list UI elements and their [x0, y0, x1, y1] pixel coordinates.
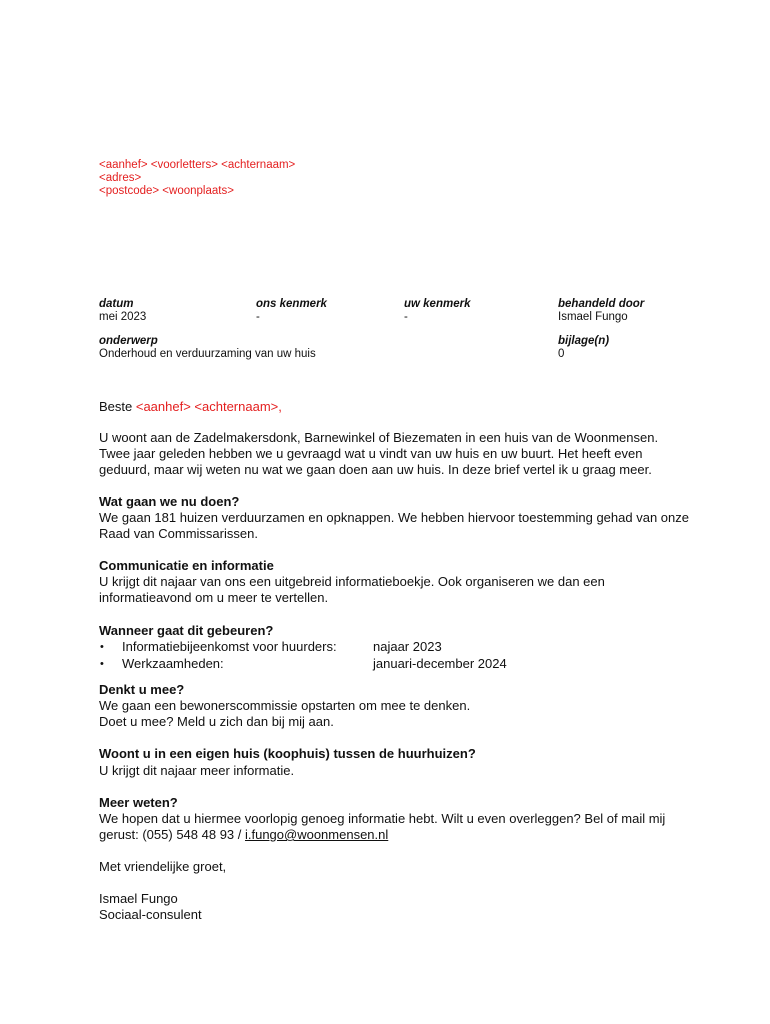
- denkt-line-1: We gaan een bewonerscommissie opstarten om mee te denken.: [99, 698, 471, 713]
- heading-denkt: Denkt u mee?: [99, 682, 185, 697]
- behandeld-door-label: behandeld door: [558, 298, 645, 310]
- phone-text: gerust: (055) 548 48 93 /: [99, 827, 245, 842]
- signer-name: Ismael Fungo: [99, 891, 178, 906]
- meer-line-2: [99, 827, 388, 843]
- communicatie-line-2: informatieavond om u meer te vertellen.: [99, 590, 329, 605]
- salutation-prefix: Beste: [99, 399, 136, 414]
- intro-line-1: U woont aan de Zadelmakersdonk, Barnewinkel of Biezematen in een huis van de Woonmensen.: [99, 430, 659, 445]
- intro-line-3: geduurd, maar wij weten nu wat we gaan doen aan uw huis. In deze brief vertel ik u graag meer.: [99, 462, 652, 477]
- schedule-item-label: Werkzaamheden:: [122, 656, 224, 671]
- heading-wanneer: Wanneer gaat dit gebeuren?: [99, 623, 274, 638]
- wat-line-1: We gaan 181 huizen verduurzamen en opknappen. We hebben hiervoor toestemming gehad van onze: [99, 510, 689, 525]
- heading-wat: Wat gaan we nu doen?: [99, 494, 240, 509]
- intro-line-2: Twee jaar geleden hebben we u gevraagd wat u vindt van uw huis en uw buurt. Het heeft even: [99, 446, 643, 461]
- communicatie-line-1: U krijgt dit najaar van ons een uitgebreid informatieboekje. Ook organiseren we dan een: [99, 574, 605, 589]
- heading-communicatie: Communicatie en informatie: [99, 558, 274, 573]
- uw-kenmerk-label: uw kenmerk: [404, 298, 471, 310]
- koophuis-line-1: U krijgt dit najaar meer informatie.: [99, 763, 295, 778]
- address-line-street: <adres>: [99, 172, 142, 184]
- ons-kenmerk-label: ons kenmerk: [256, 298, 327, 310]
- schedule-item-label: Informatiebijeenkomst voor huurders:: [122, 639, 337, 654]
- bijlage-value: 0: [558, 348, 565, 360]
- datum-label: datum: [99, 298, 134, 310]
- onderwerp-label: onderwerp: [99, 335, 158, 347]
- bullet-icon: •: [100, 641, 104, 653]
- heading-koophuis: Woont u in een eigen huis (koophuis) tussen de huurhuizen?: [99, 746, 476, 761]
- salutation: [99, 399, 282, 415]
- schedule-item-value: januari-december 2024: [373, 656, 507, 671]
- wat-line-2: Raad van Commissarissen.: [99, 526, 258, 541]
- denkt-line-2: Doet u mee? Meld u zich dan bij mij aan.: [99, 714, 334, 729]
- ons-kenmerk-value: -: [256, 311, 260, 323]
- schedule-item-value: najaar 2023: [373, 639, 442, 654]
- address-line-name: <aanhef> <voorletters> <achternaam>: [99, 159, 296, 171]
- bullet-icon: •: [100, 658, 104, 670]
- datum-value: mei 2023: [99, 311, 147, 323]
- email-link[interactable]: i.fungo@woonmensen.nl: [244, 827, 389, 842]
- onderwerp-value: Onderhoud en verduurzaming van uw huis: [99, 348, 316, 360]
- closing-greeting: Met vriendelijke groet,: [99, 859, 227, 874]
- heading-meer: Meer weten?: [99, 795, 178, 810]
- behandeld-door-value: Ismael Fungo: [558, 311, 628, 323]
- signer-role: Sociaal-consulent: [99, 907, 202, 922]
- salutation-placeholder: <aanhef> <achternaam>,: [135, 399, 282, 414]
- uw-kenmerk-value: -: [404, 311, 408, 323]
- bijlage-label: bijlage(n): [558, 335, 610, 347]
- meer-line-1: We hopen dat u hiermee voorlopig genoeg informatie hebt. Wilt u even overleggen? Bel of mail mij: [99, 811, 666, 826]
- address-line-postcode: <postcode> <woonplaats>: [99, 185, 234, 197]
